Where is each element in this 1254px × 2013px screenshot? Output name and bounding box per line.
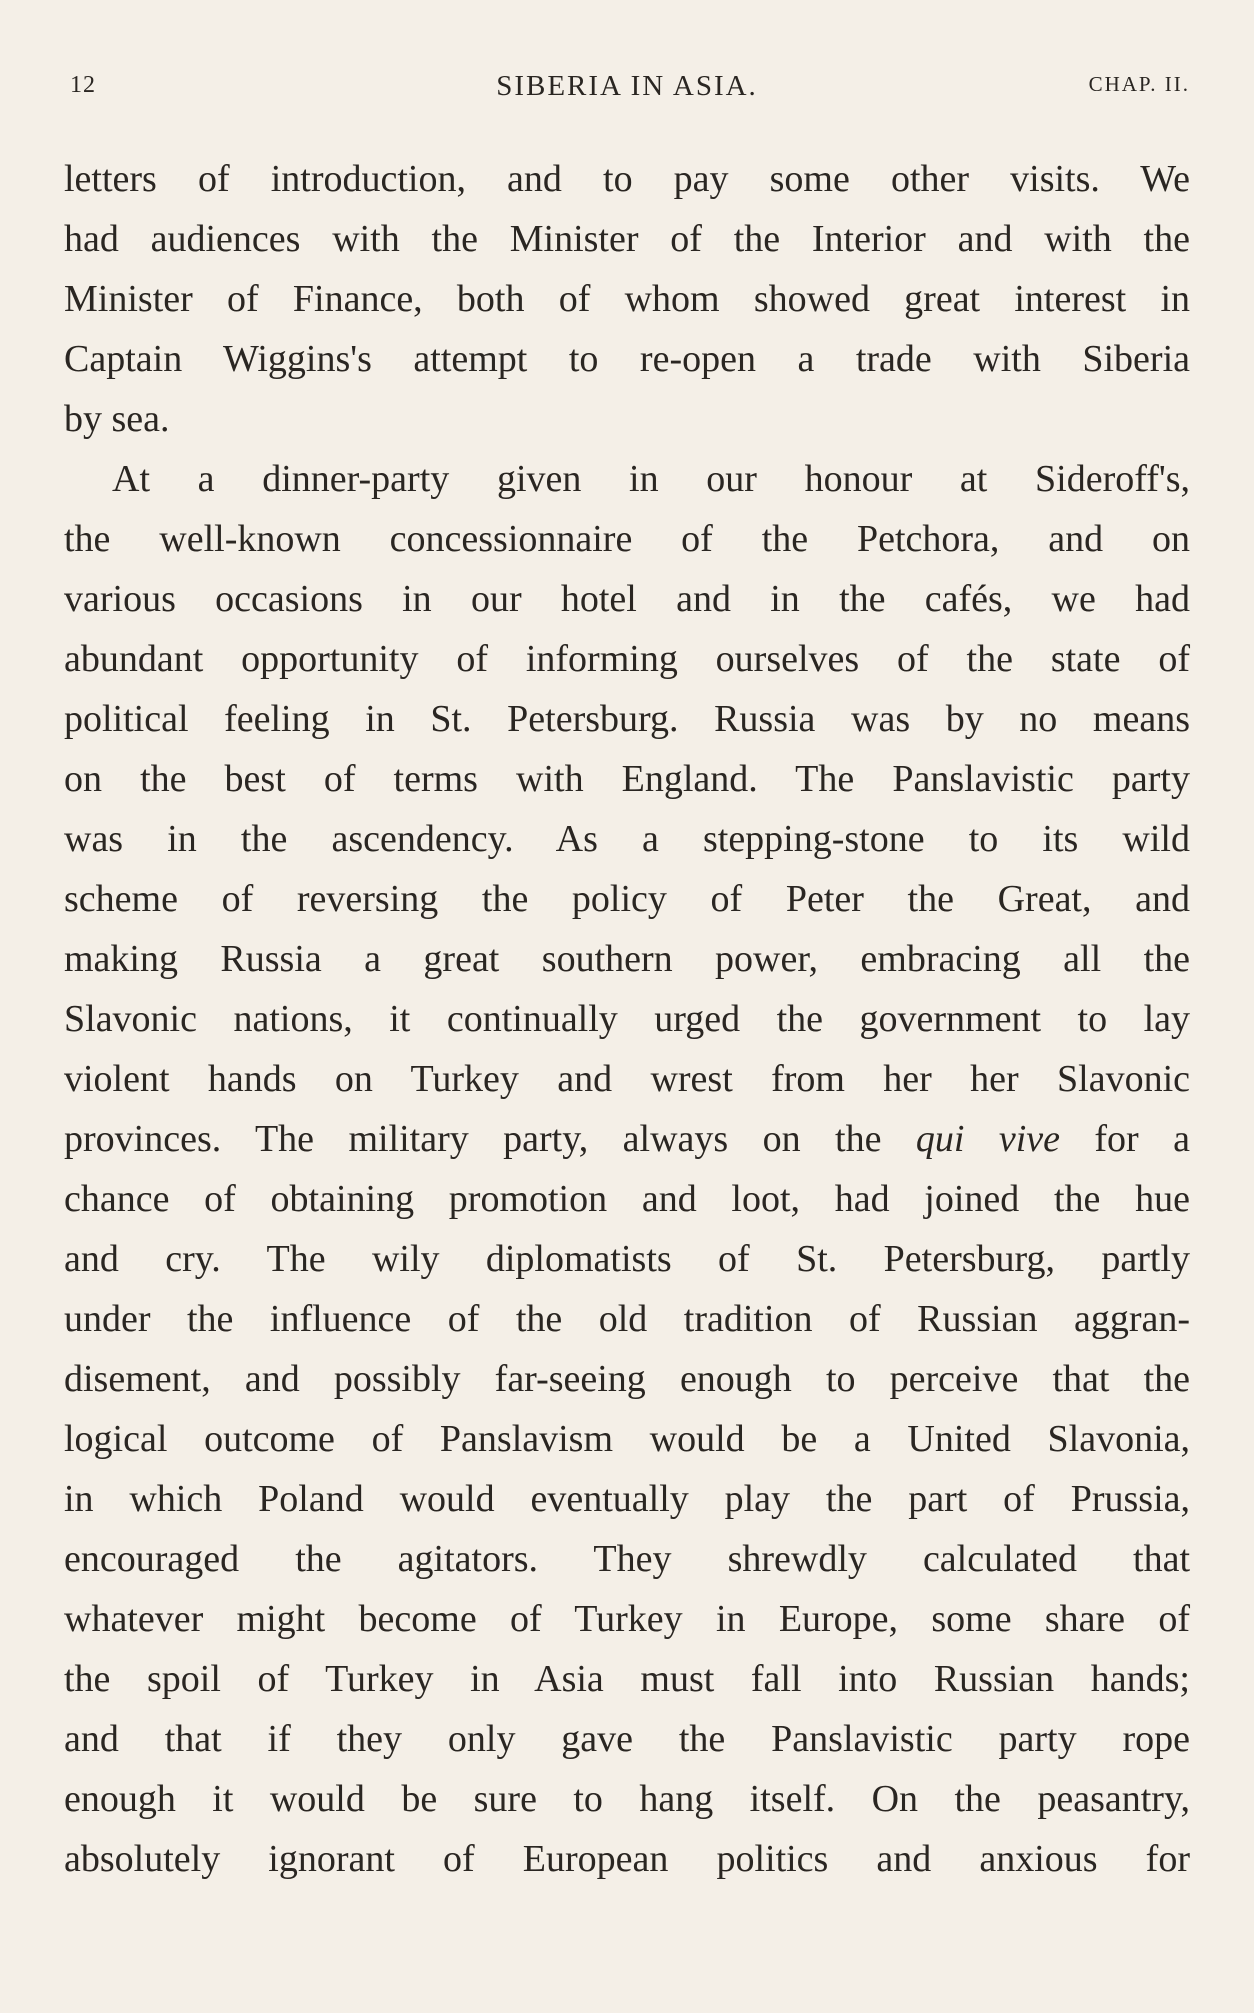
text-run: provinces. The military party, always on the [64,1118,916,1160]
text-line: and cry. The wily diplomatists of St. Petersburg, partly [64,1238,1190,1280]
text-line: was in the ascendency. As a stepping-stone to its wild [64,818,1190,860]
page-number: 12 [70,72,96,98]
text-line: violent hands on Turkey and wrest from her her Slavonic [64,1058,1190,1100]
text-line: Slavonic nations, it continually urged the government to lay [64,998,1190,1040]
paragraph-1 [64,149,1190,449]
text-line: scheme of reversing the policy of Peter the Great, and [64,878,1190,920]
text-line: the well-known concessionnaire of the Petchora, and on [64,518,1190,560]
paragraph-2 [64,449,1190,1889]
text-line: Captain Wiggins's attempt to re-open a trade with Siberia [64,338,1190,380]
text-line: the spoil of Turkey in Asia must fall into Russian hands; [64,1658,1190,1700]
text-line [64,1109,1190,1169]
text-line: had audiences with the Minister of the Interior and with the [64,218,1190,260]
text-line: letters of introduction, and to pay some other visits. We [64,158,1190,200]
text-line: in which Poland would eventually play the part of Prussia, [64,1478,1190,1520]
text-line: whatever might become of Turkey in Europe, some share of [64,1598,1190,1640]
text-line: chance of obtaining promotion and loot, had joined the hue [64,1178,1190,1220]
text-line: making Russia a great southern power, embracing all the [64,938,1190,980]
text-line: Minister of Finance, both of whom showed great interest in [64,278,1190,320]
page-header [64,70,1190,110]
text-line: encouraged the agitators. They shrewdly calculated that [64,1538,1190,1580]
text-line: logical outcome of Panslavism would be a United Slavonia, [64,1418,1190,1460]
text-line: At a dinner-party given in our honour at Sideroff's, [112,458,1190,500]
body-text [64,149,1190,1889]
text-line: various occasions in our hotel and in the cafés, we had [64,578,1190,620]
text-line: under the influence of the old tradition of Russian aggran- [64,1298,1190,1340]
text-line: by sea. [64,398,170,440]
text-line: political feeling in St. Petersburg. Russia was by no means [64,698,1190,740]
text-run: for a [1059,1118,1190,1160]
chapter-label: CHAP. II. [1088,72,1190,96]
text-line: enough it would be sure to hang itself. On the peasantry, [64,1778,1190,1820]
text-line: disement, and possibly far-seeing enough to perceive that the [64,1358,1190,1400]
text-line: absolutely ignorant of European politics and anxious for [64,1838,1190,1880]
text-line: and that if they only gave the Panslavistic party rope [64,1718,1190,1760]
text-line: on the best of terms with England. The Panslavistic party [64,758,1190,800]
running-head: SIBERIA IN ASIA. [496,70,758,102]
text-line: abundant opportunity of informing ourselves of the state of [64,638,1190,680]
italic-phrase: qui vive [915,1118,1060,1160]
